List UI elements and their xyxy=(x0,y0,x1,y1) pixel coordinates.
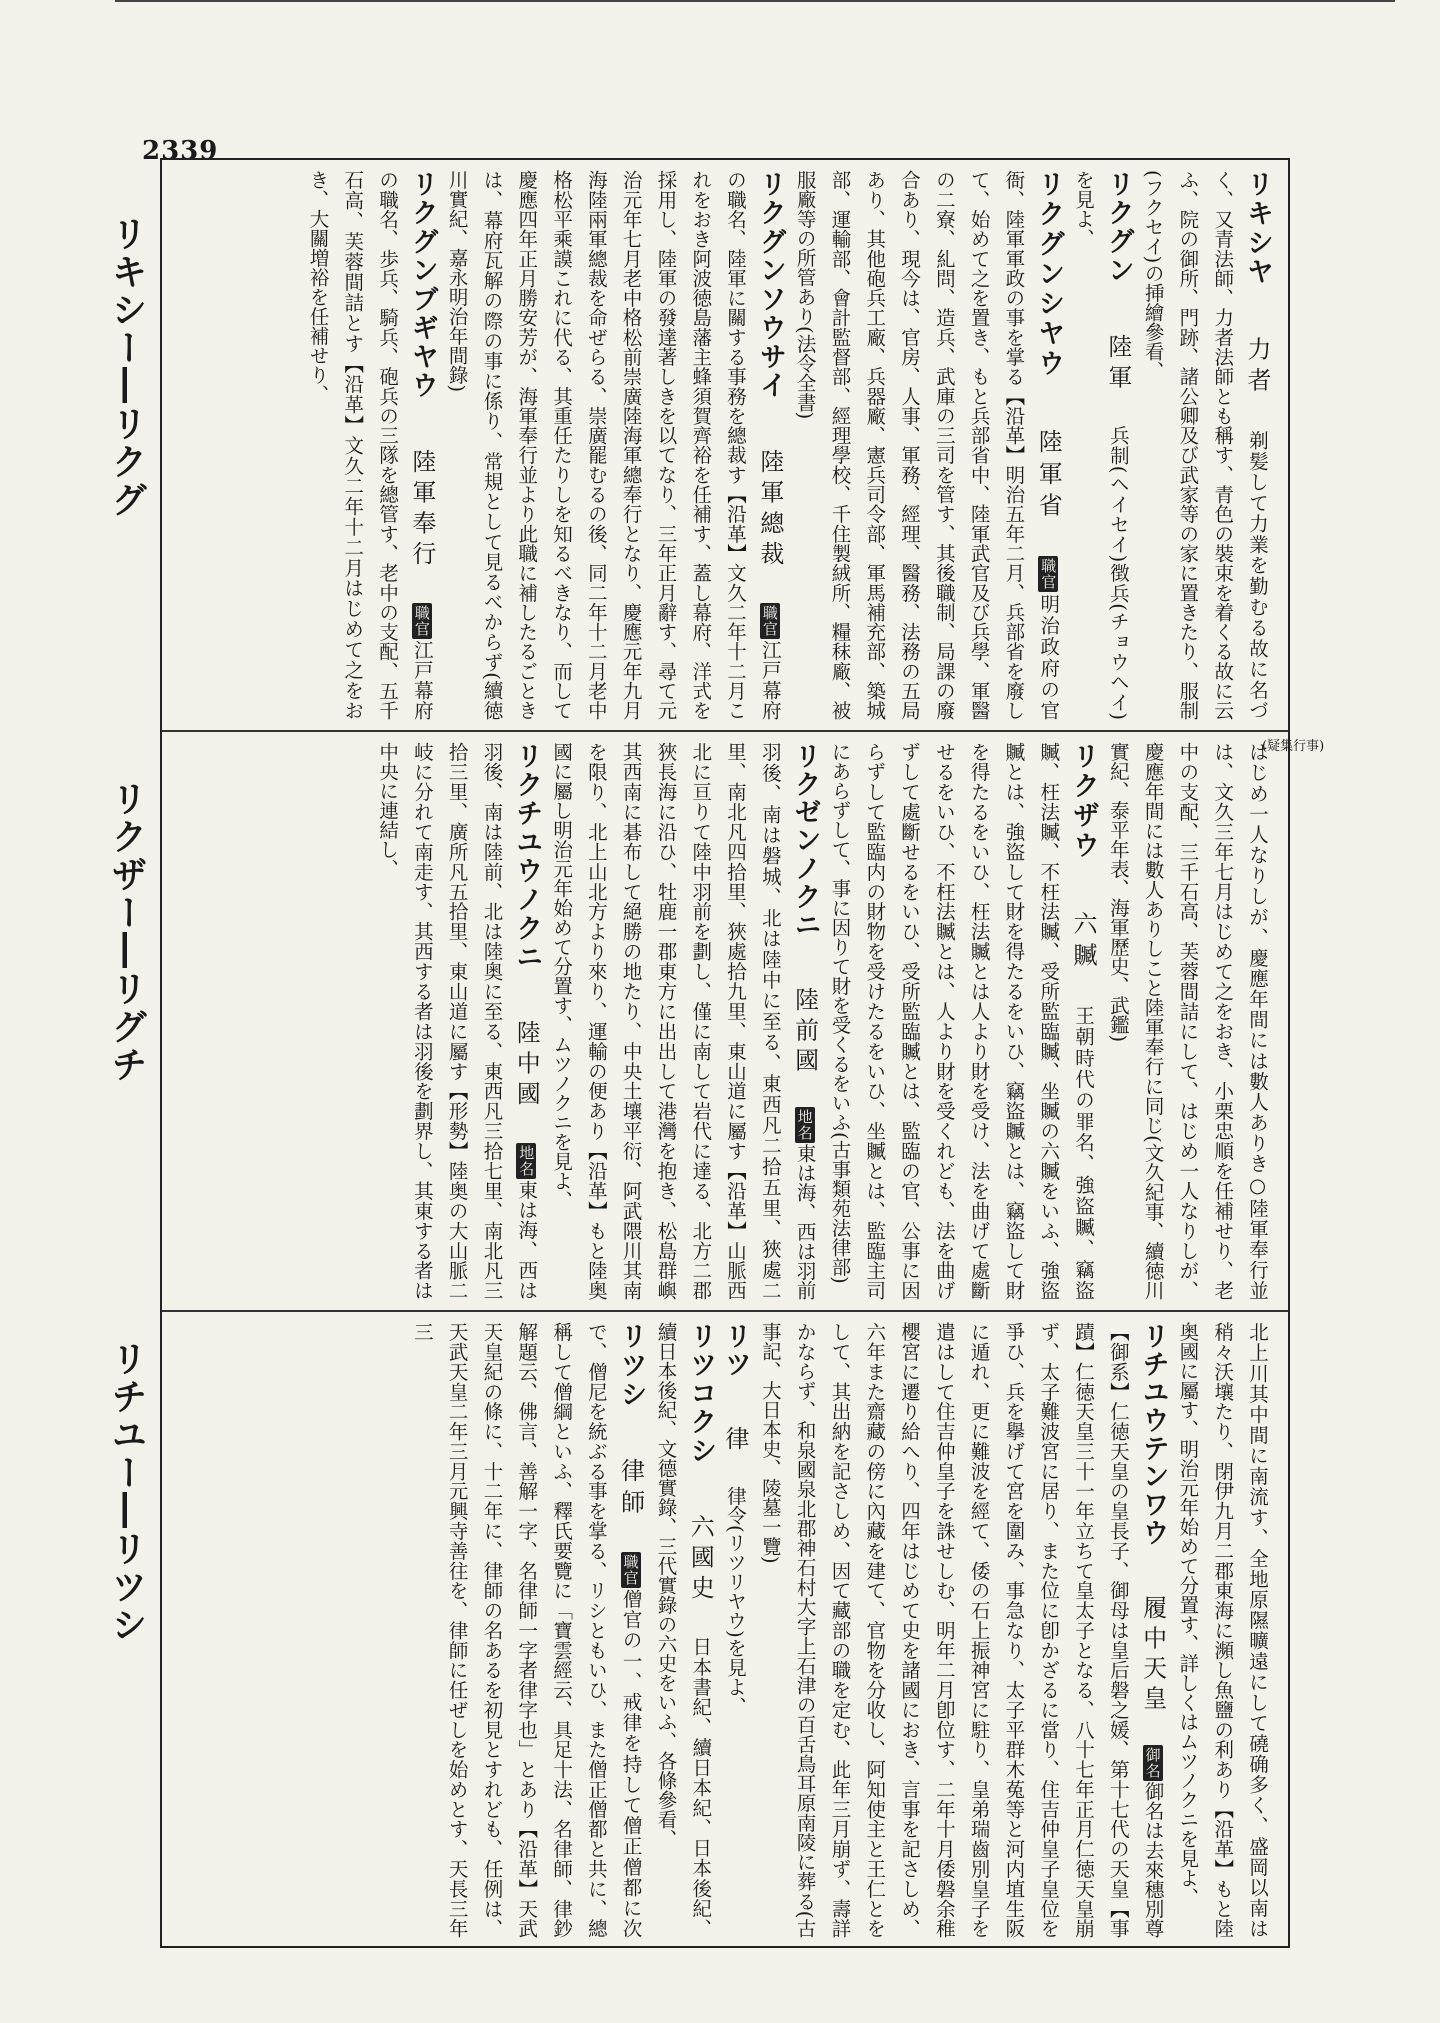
entry-kanji: 陸中國 xyxy=(512,989,541,1143)
entry-category-tag: 職官 xyxy=(760,604,779,637)
dictionary-entry xyxy=(300,170,439,720)
entry-kanji: 六國史 xyxy=(686,1483,715,1637)
entry-headword: リチユウテンワウ xyxy=(1137,1322,1169,1547)
entry-headword: リキシヤ xyxy=(1242,170,1273,288)
dictionary-entry xyxy=(1100,742,1274,1300)
entry-body: 剃髪して力業を勤むる故に名づく、又青法師、力者法師とも稱す、青色の裝束を着くる故に云ふ、院の御所、門跡、諸公卿及び武家等の家に置きたり、服制(フクセイ)の挿繪參看、 xyxy=(1141,170,1269,720)
entry-kanji: 履中天皇 xyxy=(1138,1564,1167,1746)
entry-body: 僧官の一、戒律を持して僧正僧都に次で、僧尼を統ぶる事を掌る、リシともいひ、また僧正僧都と共に、總稱して僧綱といふ、釋氏要覽に「寶雲經云、具足十法、名律師、律鈔解題云、佛言、善解一字、名律師一字者律字也」とあり【沿革】天武天皇紀の條に、十二年に、律師の名あるを初見とすれども、任例は、天武天皇二年三月元興寺善往を、律師に任ぜしを始めとす、天長三年三 xyxy=(410,1322,643,1938)
entry-kanji: 陸軍 xyxy=(1103,302,1132,426)
entry-body: 北上川其中間に南流す、全地原隰曠遠にして磽确多く、盛岡以南は稍々沃壤たり、閉伊九月二郡東海に瀕し魚鹽の利あり【沿革】もと陸奥國に屬す、明治元年始めて分置す、詳しくはムツノクニを見よ、 xyxy=(1176,1322,1269,1938)
entry-kanji: 陸軍總裁 xyxy=(755,418,784,603)
entry-headword: リクグン xyxy=(1102,170,1134,285)
entry-body: 東は海、西は羽後、南は陸前、北は陸奥に至る、東西凡三拾七里、南北凡三拾三里、廣所凡五拾里、東山道に屬す【形勢】陸奥の大山脈二岐に分れて南走す、其西する者は羽後を劃界し、其東する者は中央に連結し、 xyxy=(376,742,539,1300)
entry-headword: リクチユウノクニ xyxy=(511,742,543,972)
band-bottom xyxy=(162,1312,1288,1948)
band-top xyxy=(162,160,1288,730)
entry-body: 明治政府の官衙、陸軍軍政の事を掌る【沿革】明治五年二月、兵部省を廢して、始めて之を置き、もと兵部省中、陸軍武官及び兵學、軍醫の二寮、糺問、造兵、武庫の三司を管す、其後職制、局課の廢合あり、現今は、官房、人事、軍務、經理、醫務、法務の五局あり、其他砲兵工廠、兵器廠、憲兵司令部、軍馬補充部、築城部、運輸部、會計監督部、經理學校、千住製絨所、糧秣廠、被服廠等の所管あり(法令全書) xyxy=(793,170,1061,720)
dictionary-entry xyxy=(404,1322,648,1938)
page-frame xyxy=(160,158,1290,1948)
entry-body: はじめ一人なりしが、慶應年間には數人ありき○陸軍奉行並は、文久三年七月はじめて之をおき、小栗忠順を任補せり、老中の支配、三千石高、芙蓉間詰にして、はじめ一人なりしが、慶應年間には數人ありしこと陸軍奉行に同じ(文久紀事、續徳川實紀、泰平年表、海軍歷史、武鑑) xyxy=(1106,742,1269,1300)
top-rule xyxy=(115,0,1395,2)
dictionary-entry xyxy=(1170,1322,1274,1938)
entry-kanji: 陸軍奉行 xyxy=(407,418,436,603)
entry-body: 東は海、西は羽前羽後、南は磐城、北は陸中に至る、東西凡二拾五里、狹處二里、南北凡四拾里、狹處拾九里、東山道に屬す【沿革】山脈西北に亘りて陸中羽前を劃し、僅に南して岩代に達る、北方二郡狹長海に沿ひ、牡鹿一郡東方に出出して港灣を抱き、松島群嶼其西南に碁布して絕勝の地たり、中央土壤平衍、阿武隈川其南を限り、北上山北方より來り、運輸の便あり【沿革】もと陸奥國に屬し明治元年始めて分置す、ムツノクニを見よ、 xyxy=(550,742,817,1300)
entry-body: 御名は去來穗別尊【御系】仁徳天皇の皇長子、御母は皇后磐之媛、第十七代の天皇【事蹟】仁徳天皇三十一年立ちて皇太子となる、八十七年正月仁徳天皇崩ず、太子難波宮に居り、また位に卽かざるに當り、住吉仲皇子皇位を爭ひ、兵を擧げて宮を圍み、事急なり、太子平群木菟等と河内埴生阪に遁れ、更に難波を經て、倭の石上振神宮に駐り、皇弟瑞齒別皇子を遣はして住吉仲皇子を誅せしむ、明年二月卽位す、二年十月倭磐余稚櫻宮に遷り給へり、四年はじめて史を諸國におき、言事を記さしめ、六年また齋藏の傍に內藏を建て、官物を分收し、阿知使主と王仁とをして、其出納を記さしめ、因て藏部の職を定む、此年三月崩ず、壽詳かならず、和泉國泉北郡神石村大字上石津の百舌鳥耳原南陵に葬る(古事記、大日本史、陵墓一覽) xyxy=(758,1322,1165,1938)
side-label-2: リクザー―リグチ xyxy=(106,780,147,1084)
entry-body: 日本書紀、續日本紀、日本後紀、續日本後紀、文德實錄、三代實錄の六史をいふ、各條參看、 xyxy=(654,1322,713,1938)
band-middle xyxy=(162,732,1288,1310)
dictionary-entry xyxy=(369,742,543,1300)
entry-kanji: 律師 xyxy=(616,1427,645,1552)
dictionary-entry xyxy=(717,1322,752,1938)
band-middle-text xyxy=(176,742,1274,1300)
entry-category-tag: 地名 xyxy=(517,1144,536,1177)
running-note: (疑集行事) xyxy=(1262,739,1325,754)
entry-kanji: 陸軍省 xyxy=(1034,396,1063,557)
side-label-3: リチユー―リツシ xyxy=(106,1340,147,1644)
entry-category-tag: 地名 xyxy=(795,1109,814,1142)
dictionary-entry xyxy=(543,742,821,1300)
dictionary-entry xyxy=(1135,170,1274,720)
dictionary-entry xyxy=(822,742,1100,1300)
band-bottom-text xyxy=(176,1322,1274,1938)
entry-category-tag: 御名 xyxy=(1143,1747,1162,1780)
entry-category-tag: 職官 xyxy=(412,604,431,637)
dictionary-entry xyxy=(1065,170,1135,720)
entry-body: 江戸幕府の職名、陸軍に關する事務を總裁す【沿革】文久二年十二月これをおき阿波徳島藩主蜂須賀齊裕を任補す、蓋し幕府、洋式を採用し、陸軍の發達著しきを以てなり、三年正月辭す、尋て元治元年七月老中格松前崇廣陸海軍總奉行となり、慶應元年九月海陸兩軍總裁を命ぜらる、崇廣罷むるの後、同二年十二月老中格松平乘謨これに代る、其重任たりしを知るべきなり、而して慶應四年正月勝安芳が、海軍奉行並より此職に補したるごときは、幕府瓦解の際の事に係り、常規として見るべからず(續徳川實紀、嘉永明治年間錄) xyxy=(445,170,782,720)
page-number: 2339 xyxy=(142,136,219,166)
entry-kanji: 陸前國 xyxy=(790,956,819,1108)
band-top-text xyxy=(176,170,1274,720)
entry-body: 江戸幕府の職名、歩兵、騎兵、砲兵の三隊を總管す、老中の支配、五千石高、芙蓉間詰とす【沿革】文久二年十二月はじめて之をおき、大關増裕を任補せり、 xyxy=(306,170,434,720)
entry-body: 律令(リツリヤウ)を見よ、 xyxy=(724,1486,748,1716)
entry-headword: リクゼンノクニ xyxy=(789,742,821,939)
entry-headword: リクグンシヤウ xyxy=(1033,170,1065,379)
entry-headword: リツ xyxy=(720,1322,752,1378)
entry-headword: リツコクシ xyxy=(685,1322,717,1466)
entry-category-tag: 職官 xyxy=(621,1553,640,1586)
entry-headword: リツシ xyxy=(615,1322,647,1410)
dictionary-entry xyxy=(439,170,787,720)
entry-kanji: 六贓 xyxy=(1069,878,1098,1006)
entry-kanji: 律 xyxy=(721,1396,750,1486)
entry-body: 王朝時代の罪名、強盜贓、竊盜贓、枉法贓、不枉法贓、受所監臨贓、坐贓の六贓をいふ、強盜贓とは、強盜して財を得たるをいひ、竊盜贓とは、竊盜して財を得たるをいひ、枉法贓とは人より財を受け、法を曲げて處斷せるをいひ、不枉法贓とは、人より財を受くれども、法を曲げずして處斷せるをいひ、受所監臨贓とは、監臨の官、公事に因らずして監臨内の財物を受けたるをいひ、坐贓とは、監臨主司にあらずして、事に因りて財を受くるをいふ(古事類苑法律部) xyxy=(828,742,1096,1300)
dictionary-entry xyxy=(787,170,1065,720)
entry-headword: リクグンブギヤウ xyxy=(406,170,438,401)
dictionary-entry xyxy=(752,1322,1170,1938)
entry-headword: リクザウ xyxy=(1068,742,1100,861)
entry-headword: リクグンソウサイ xyxy=(754,170,786,401)
entry-category-tag: 職官 xyxy=(1039,558,1058,591)
side-label-1: リキシー―リクグ xyxy=(106,215,147,519)
entry-kanji: 力者 xyxy=(1243,305,1271,431)
dictionary-entry xyxy=(648,1322,718,1938)
entry-body: 兵制(ヘイセイ)徴兵(チョウヘイ)を見よ、 xyxy=(1072,170,1130,720)
